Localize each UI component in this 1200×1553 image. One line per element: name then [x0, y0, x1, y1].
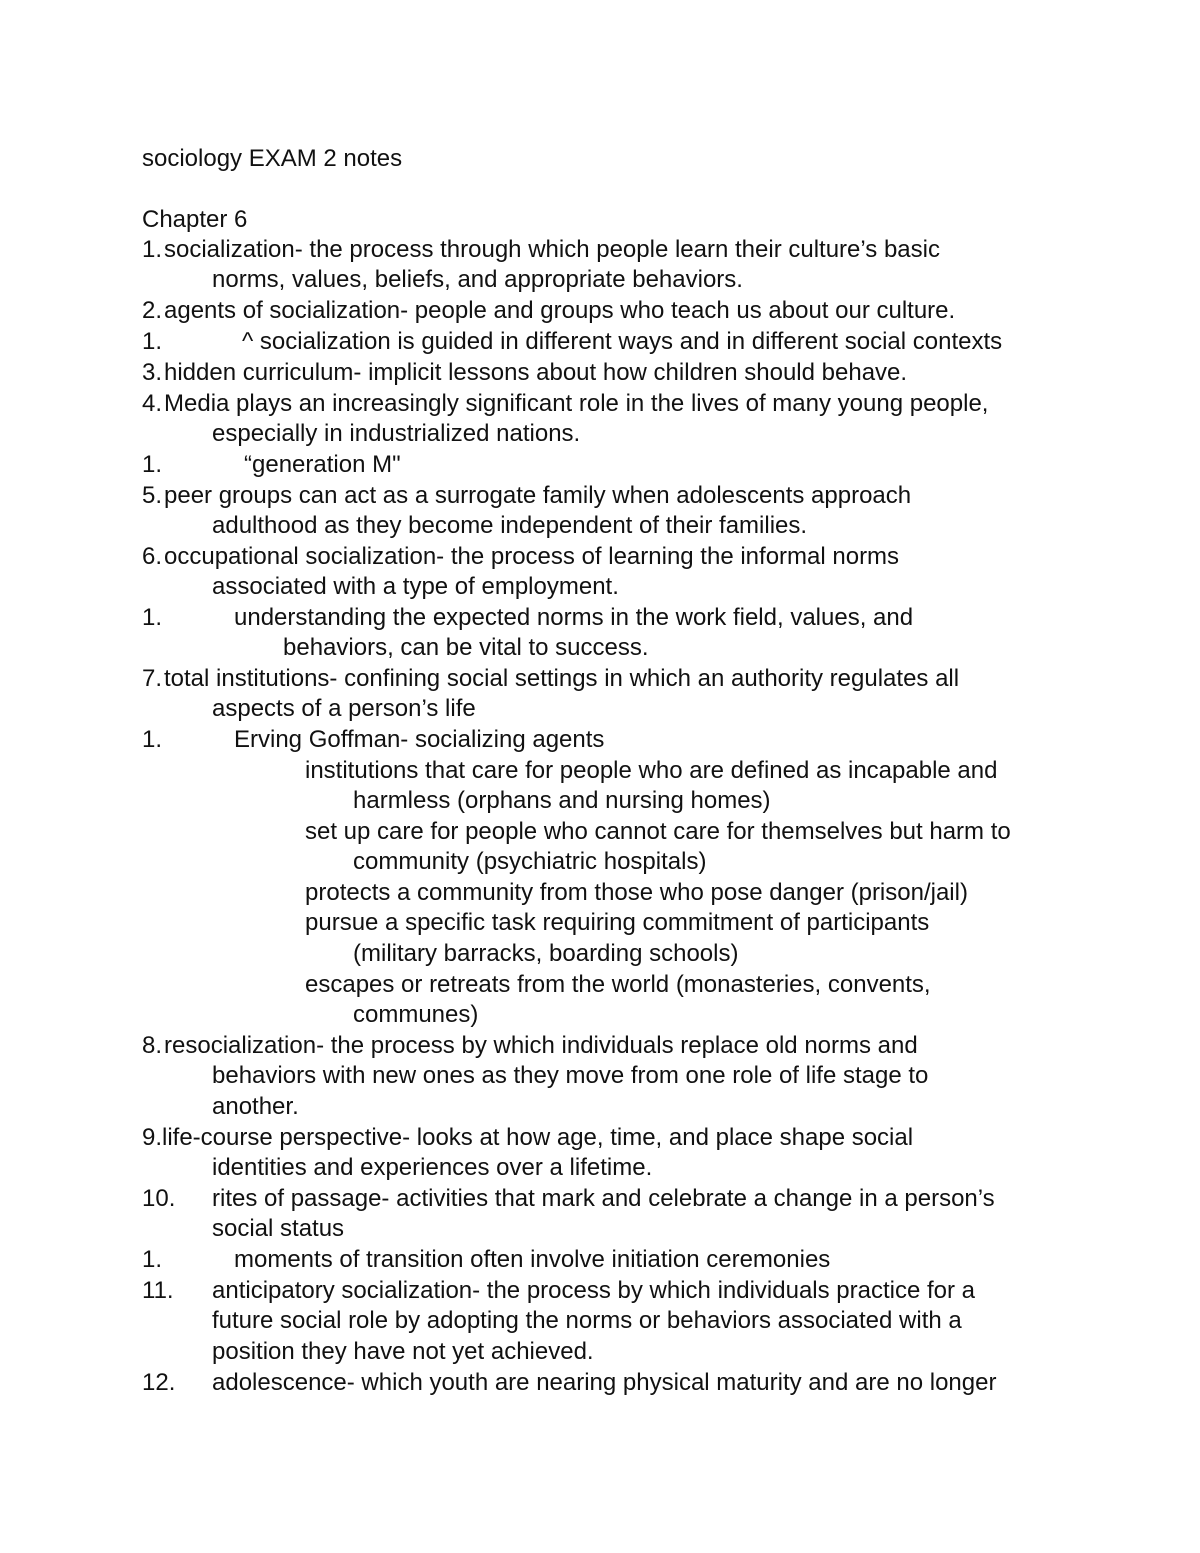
list-item: Media plays an increasingly significant role in the lives of many young people,: [164, 390, 989, 417]
list-item: peer groups can act as a surrogate family when adolescents approach: [164, 482, 912, 509]
list-item: adolescence- which youth are nearing physical maturity and are no longer: [212, 1369, 997, 1396]
list-number: 2.: [142, 297, 163, 324]
sub-list-item-continuation: behaviors, can be vital to success.: [283, 634, 649, 661]
list-number: 8.: [142, 1032, 163, 1059]
sub-list-item: Erving Goffman- socializing agents: [234, 726, 605, 753]
sub-list-number: 1.: [142, 451, 163, 478]
sub-list-item: moments of transition often involve initiation ceremonies: [234, 1246, 831, 1273]
list-number: 10.: [142, 1185, 176, 1212]
list-item: socialization- the process through which people learn their culture’s basic: [164, 236, 940, 263]
list-number: 3.: [142, 359, 163, 386]
list-item-continuation: aspects of a person’s life: [212, 695, 476, 722]
sub-list-number: 1.: [142, 604, 163, 631]
sub-list-number: 1.: [142, 1246, 163, 1273]
sub-list-number: 1.: [142, 726, 163, 753]
list-item-continuation: norms, values, beliefs, and appropriate behaviors.: [212, 266, 743, 293]
sub-list-number: 1.: [142, 328, 163, 355]
nested-item-continuation: community (psychiatric hospitals): [353, 848, 707, 875]
nested-item: pursue a specific task requiring commitment of participants: [305, 909, 930, 936]
list-number: 5.: [142, 482, 163, 509]
list-number: 11.: [142, 1277, 174, 1304]
sub-list-item: ^ socialization is guided in different ways and in different social contexts: [242, 328, 1003, 355]
page-title: sociology EXAM 2 notes: [142, 145, 403, 172]
list-item-continuation: future social role by adopting the norms or behaviors associated with a: [212, 1307, 962, 1334]
list-item-continuation: behaviors with new ones as they move from one role of life stage to: [212, 1062, 929, 1089]
list-item-continuation: adulthood as they become independent of their families.: [212, 512, 808, 539]
list-number: 7.: [142, 665, 163, 692]
list-item-continuation: especially in industrialized nations.: [212, 420, 581, 447]
list-item-continuation: social status: [212, 1215, 345, 1242]
list-number: 1.: [142, 236, 163, 263]
list-item: life-course perspective- looks at how age, time, and place shape social: [162, 1124, 914, 1151]
sub-list-item: understanding the expected norms in the work field, values, and: [234, 604, 914, 631]
nested-item: protects a community from those who pose danger (prison/jail): [305, 879, 968, 906]
nested-item: escapes or retreats from the world (monasteries, convents,: [305, 971, 931, 998]
nested-item-continuation: communes): [353, 1001, 479, 1028]
list-item: occupational socialization- the process of learning the informal norms: [164, 543, 900, 570]
list-item: agents of socialization- people and groups who teach us about our culture.: [164, 297, 956, 324]
list-item: resocialization- the process by which individuals replace old norms and: [164, 1032, 918, 1059]
list-item: hidden curriculum- implicit lessons about how children should behave.: [164, 359, 908, 386]
sub-list-item: “generation M": [244, 451, 401, 478]
list-item-continuation: another.: [212, 1093, 299, 1120]
list-number: 6.: [142, 543, 163, 570]
list-item: total institutions- confining social settings in which an authority regulates all: [164, 665, 960, 692]
list-item: anticipatory socialization- the process by which individuals practice for a: [212, 1277, 976, 1304]
nested-item: institutions that care for people who are defined as incapable and: [305, 757, 998, 784]
list-number: 9.: [142, 1124, 163, 1151]
list-item-continuation: position they have not yet achieved.: [212, 1338, 594, 1365]
chapter-heading: Chapter 6: [142, 206, 248, 233]
nested-item-continuation: (military barracks, boarding schools): [353, 940, 739, 967]
nested-item: set up care for people who cannot care for themselves but harm to: [305, 818, 1011, 845]
list-number: 12.: [142, 1369, 176, 1396]
list-item-continuation: identities and experiences over a lifetime.: [212, 1154, 653, 1181]
list-number: 4.: [142, 390, 163, 417]
list-item-continuation: associated with a type of employment.: [212, 573, 619, 600]
list-item: rites of passage- activities that mark and celebrate a change in a person’s: [212, 1185, 995, 1212]
nested-item-continuation: harmless (orphans and nursing homes): [353, 787, 771, 814]
